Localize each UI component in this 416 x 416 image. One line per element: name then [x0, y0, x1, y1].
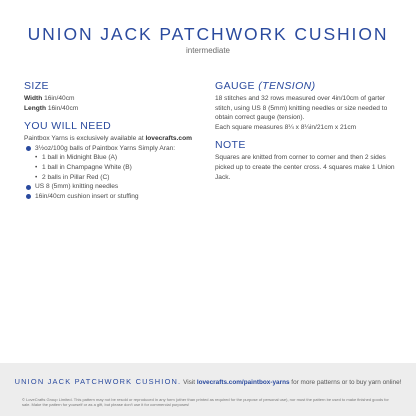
footer-link[interactable]: lovecrafts.com/paintbox-yarns: [196, 379, 290, 386]
yarn-color-item: [35, 173, 202, 183]
yarn-color-text: 1 ball in Midnight Blue (A): [42, 154, 118, 162]
square-size-text: Each square measures 8¼ x 8¼in/21cm x 21cm: [215, 123, 357, 131]
footer-line: [0, 377, 416, 386]
size-heading: SIZE: [24, 80, 49, 92]
yarn-color-item: [35, 153, 202, 163]
sub-bullet-icon: •: [35, 173, 38, 181]
list-item-yarn: [24, 144, 202, 182]
gauge-heading: [215, 80, 395, 92]
width-value: 16in/40cm: [44, 95, 75, 102]
needles-text: US 8 (5mm) knitting needles: [35, 183, 119, 191]
insert-text: 16in/40cm cushion insert or stuffing: [35, 192, 139, 200]
bullet-icon: [26, 185, 31, 190]
materials-heading: YOU WILL NEED: [24, 120, 112, 133]
yarn-colors-list: [35, 153, 202, 182]
tension-heading-text: (TENSION): [258, 80, 316, 92]
materials-intro-text: Paintbox Yarns is exclusively available at: [24, 135, 146, 143]
materials-list: [24, 144, 202, 202]
left-column: [24, 80, 202, 201]
footer-rest: for more patterns or to buy yarn online!: [289, 379, 402, 386]
sub-bullet-icon: •: [35, 163, 38, 171]
skill-level: intermediate: [185, 46, 231, 55]
footer-visit: Visit: [181, 379, 197, 386]
list-item-insert: [24, 192, 202, 202]
list-item-needles: [24, 182, 202, 192]
lovecrafts-link[interactable]: lovecrafts.com: [145, 135, 192, 143]
sub-bullet-icon: •: [35, 154, 38, 162]
right-column: [215, 80, 395, 182]
footer-band: [0, 363, 416, 416]
length-value: 16in/40cm: [47, 104, 79, 112]
yarn-color-text: 2 balls in Pillar Red (C): [42, 173, 110, 181]
width-label: Width: [24, 95, 43, 102]
gauge-heading-text: GAUGE: [215, 80, 255, 92]
yarn-text: 3½oz/100g balls of Paintbox Yarns Simply Aran:: [35, 144, 176, 152]
pattern-title: UNION JACK PATCHWORK CUSHION: [27, 24, 389, 44]
note-heading: NOTE: [215, 139, 246, 152]
legal-notice: © LoveCrafts Group Limited. This pattern may not be resold or reproduced in any form (other than printed as required for the purpose of personal use), nor must the pattern be used to make finished goods for sale. Make the pattern for yourself or as a gift, but please don't use it for commercial purposes!: [22, 397, 389, 407]
bullet-icon: [26, 194, 31, 199]
yarn-color-text: 1 ball in Champagne White (B): [42, 163, 132, 171]
materials-intro: [24, 134, 202, 144]
gauge-text: 18 stitches and 32 rows measured over 4in/10cm of garter stitch, using US 8 (5mm) knitting needles or size needed to obtain correct gauge (tension).: [215, 95, 388, 122]
bullet-icon: [26, 146, 31, 151]
length-label: Length: [24, 104, 46, 112]
note-text: Squares are knitted from corner to corner and then 2 sides picked up to create the center cross. 4 squares make 1 Union Jack.: [215, 154, 395, 181]
footer-brand: UNION JACK PATCHWORK CUSHION.: [14, 377, 182, 386]
yarn-color-item: [35, 163, 202, 173]
size-width-line: [24, 94, 202, 104]
size-length-line: [24, 104, 202, 114]
